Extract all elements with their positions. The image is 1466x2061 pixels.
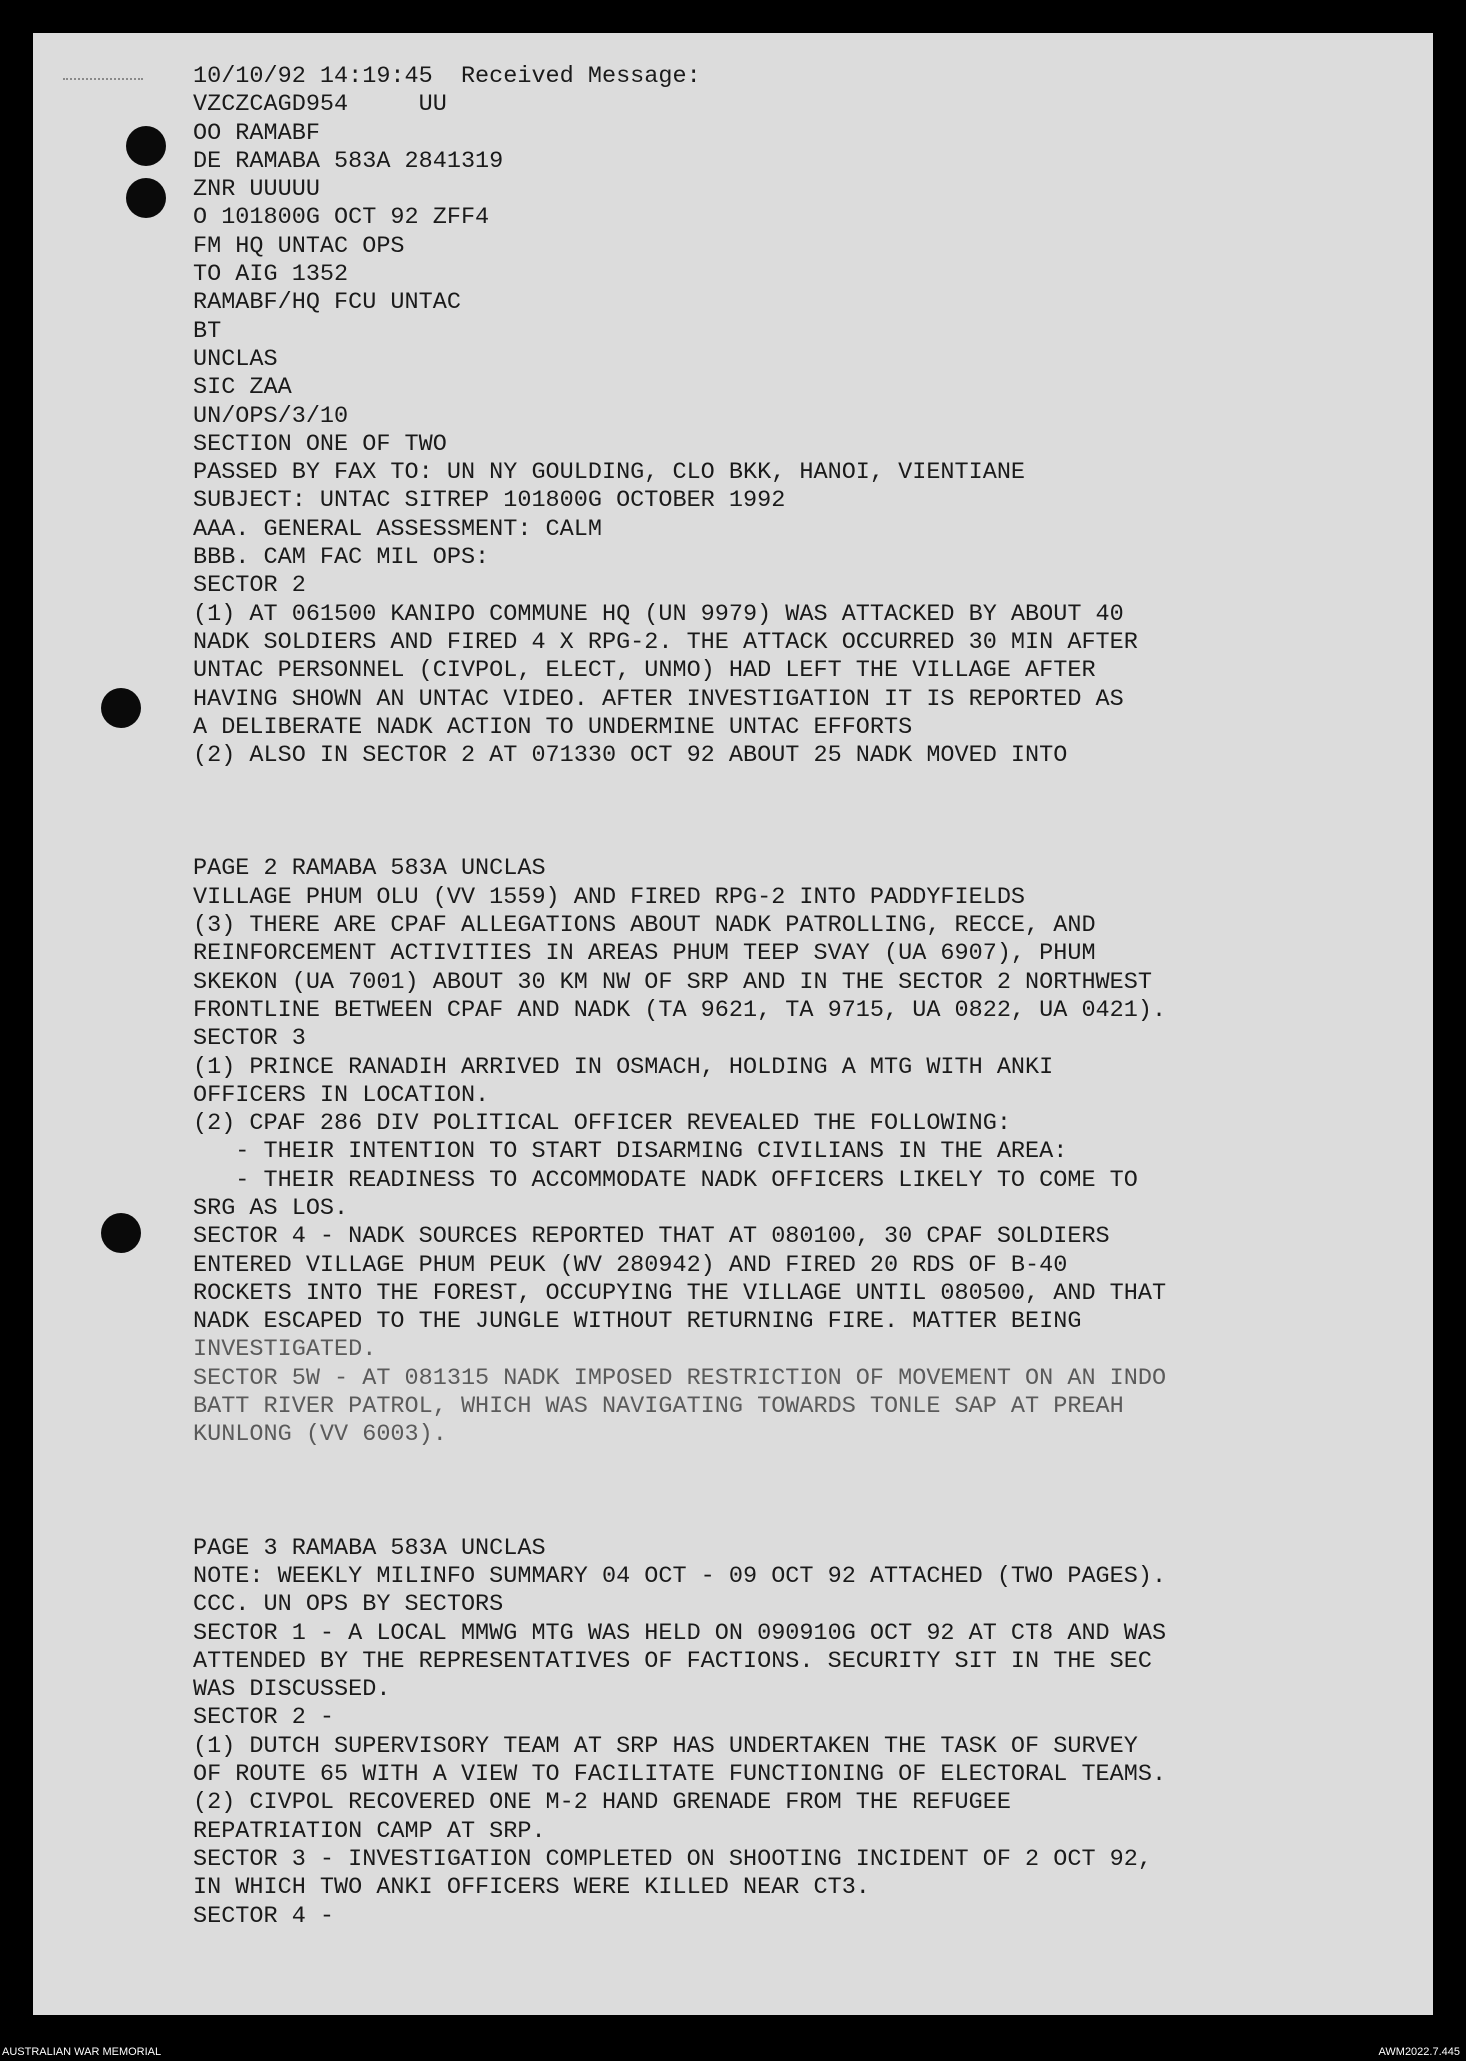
text-line: SKEKON (UA 7001) ABOUT 30 KM NW OF SRP AND IN THE SECTOR 2 NORTHWEST	[193, 968, 1152, 996]
text-line: SECTOR 4 - NADK SOURCES REPORTED THAT AT 080100, 30 CPAF SOLDIERS	[193, 1223, 1110, 1251]
text-line: SECTOR 3 - INVESTIGATION COMPLETED ON SHOOTING INCIDENT OF 2 OCT 92,	[193, 1845, 1152, 1873]
text-line: SECTOR 2	[193, 572, 306, 600]
text-line: AAA. GENERAL ASSESSMENT: CALM	[193, 515, 602, 543]
text-line: (3) THERE ARE CPAF ALLEGATIONS ABOUT NADK PATROLLING, RECCE, AND	[193, 912, 1096, 940]
text-line: WAS DISCUSSED.	[193, 1676, 391, 1704]
text-line: (1) DUTCH SUPERVISORY TEAM AT SRP HAS UNDERTAKEN THE TASK OF SURVEY	[193, 1732, 1138, 1760]
text-line: (1) PRINCE RANADIH ARRIVED IN OSMACH, HOLDING A MTG WITH ANKI	[193, 1053, 1054, 1081]
text-line: (2) CPAF 286 DIV POLITICAL OFFICER REVEALED THE FOLLOWING:	[193, 1110, 1011, 1138]
text-line: (2) ALSO IN SECTOR 2 AT 071330 OCT 92 ABOUT 25 NADK MOVED INTO	[193, 742, 1068, 770]
punch-hole	[101, 1213, 141, 1253]
text-line: SECTOR 5W - AT 081315 NADK IMPOSED RESTRICTION OF MOVEMENT ON AN INDO	[193, 1364, 1167, 1392]
text-line: PASSED BY FAX TO: UN NY GOULDING, CLO BKK, HANOI, VIENTIANE	[193, 459, 1026, 487]
text-line: A DELIBERATE NADK ACTION TO UNDERMINE UNTAC EFFORTS	[193, 713, 913, 741]
text-line: O 101800G OCT 92 ZFF4	[193, 204, 490, 232]
text-line: NADK ESCAPED TO THE JUNGLE WITHOUT RETURNING FIRE. MATTER BEING	[193, 1308, 1082, 1336]
text-line: FM HQ UNTAC OPS	[193, 232, 405, 260]
text-line: VILLAGE PHUM OLU (VV 1559) AND FIRED RPG-2 INTO PADDYFIELDS	[193, 883, 1026, 911]
text-line: REINFORCEMENT ACTIVITIES IN AREAS PHUM TEEP SVAY (UA 6907), PHUM	[193, 940, 1096, 968]
text-line: KUNLONG (VV 6003).	[193, 1421, 447, 1449]
text-line: IN WHICH TWO ANKI OFFICERS WERE KILLED NEAR CT3.	[193, 1874, 870, 1902]
text-line: (1) AT 061500 KANIPO COMMUNE HQ (UN 9979) WAS ATTACKED BY ABOUT 40	[193, 600, 1124, 628]
text-line: SECTOR 3	[193, 1025, 306, 1053]
text-line: BT	[193, 317, 222, 345]
text-line: FRONTLINE BETWEEN CPAF AND NADK (TA 9621, TA 9715, UA 0822, UA 0421).	[193, 996, 1167, 1024]
footer-archive-name: AUSTRALIAN WAR MEMORIAL	[2, 2046, 162, 2058]
text-line: PAGE 2 RAMABA 583A UNCLAS	[193, 855, 546, 883]
document-page	[33, 33, 1433, 2015]
punch-hole	[101, 688, 141, 728]
text-line: SECTOR 2 -	[193, 1704, 335, 1732]
page-gap	[193, 1450, 1393, 1535]
text-line: OO RAMABF	[193, 119, 320, 147]
punch-hole	[126, 178, 166, 218]
text-line: OF ROUTE 65 WITH A VIEW TO FACILITATE FUNCTIONING OF ELECTORAL TEAMS.	[193, 1761, 1167, 1789]
message-section-2-faint	[193, 1336, 1393, 1449]
text-line: UNCLAS	[193, 345, 278, 373]
ink-smudge	[63, 78, 143, 84]
text-line: REPATRIATION CAMP AT SRP.	[193, 1817, 546, 1845]
punch-hole	[126, 126, 166, 166]
text-line: 10/10/92 14:19:45 Received Message:	[193, 63, 701, 90]
text-line: BBB. CAM FAC MIL OPS:	[193, 544, 490, 572]
page-gap	[193, 770, 1393, 855]
text-line: SIC ZAA	[193, 374, 292, 402]
text-line: INVESTIGATED.	[193, 1336, 377, 1364]
message-section-3	[193, 1535, 1393, 1931]
message-section-1	[193, 63, 1393, 770]
text-line: TO AIG 1352	[193, 261, 349, 289]
text-line: DE RAMABA 583A 2841319	[193, 147, 504, 175]
text-line: SECTION ONE OF TWO	[193, 430, 447, 458]
text-line: (2) CIVPOL RECOVERED ONE M-2 HAND GRENADE FROM THE REFUGEE	[193, 1789, 1011, 1817]
text-line: UN/OPS/3/10	[193, 402, 349, 430]
text-line: HAVING SHOWN AN UNTAC VIDEO. AFTER INVESTIGATION IT IS REPORTED AS	[193, 685, 1124, 713]
text-line: SRG AS LOS.	[193, 1194, 349, 1222]
text-line: ATTENDED BY THE REPRESENTATIVES OF FACTIONS. SECURITY SIT IN THE SEC	[193, 1647, 1152, 1675]
text-line: SECTOR 4 -	[193, 1902, 335, 1930]
text-line: OFFICERS IN LOCATION.	[193, 1081, 490, 1109]
text-line: ENTERED VILLAGE PHUM PEUK (WV 280942) AND FIRED 20 RDS OF B-40	[193, 1251, 1068, 1279]
text-line: CCC. UN OPS BY SECTORS	[193, 1591, 504, 1619]
text-line: - THEIR INTENTION TO START DISARMING CIVILIANS IN THE AREA:	[193, 1138, 1068, 1166]
text-line: ROCKETS INTO THE FOREST, OCCUPYING THE VILLAGE UNTIL 080500, AND THAT	[193, 1279, 1167, 1307]
text-line: RAMABF/HQ FCU UNTAC	[193, 289, 461, 317]
text-line: NOTE: WEEKLY MILINFO SUMMARY 04 OCT - 09 OCT 92 ATTACHED (TWO PAGES).	[193, 1562, 1167, 1590]
text-line: SUBJECT: UNTAC SITREP 101800G OCTOBER 1992	[193, 487, 786, 515]
text-line: ZNR UUUUU	[193, 176, 320, 204]
message-text	[193, 63, 1393, 1931]
footer-reference-number: AWM2022.7.445	[1378, 2046, 1460, 2058]
text-line: VZCZCAGD954 UU	[193, 91, 447, 119]
message-section-2	[193, 855, 1393, 1336]
text-line: PAGE 3 RAMABA 583A UNCLAS	[193, 1534, 546, 1562]
text-line: NADK SOLDIERS AND FIRED 4 X RPG-2. THE ATTACK OCCURRED 30 MIN AFTER	[193, 628, 1138, 656]
text-line: - THEIR READINESS TO ACCOMMODATE NADK OFFICERS LIKELY TO COME TO	[193, 1166, 1138, 1194]
text-line: BATT RIVER PATROL, WHICH WAS NAVIGATING TOWARDS TONLE SAP AT PREAH	[193, 1393, 1124, 1421]
text-line: SECTOR 1 - A LOCAL MMWG MTG WAS HELD ON 090910G OCT 92 AT CT8 AND WAS	[193, 1619, 1167, 1647]
text-line: UNTAC PERSONNEL (CIVPOL, ELECT, UNMO) HAD LEFT THE VILLAGE AFTER	[193, 657, 1096, 685]
